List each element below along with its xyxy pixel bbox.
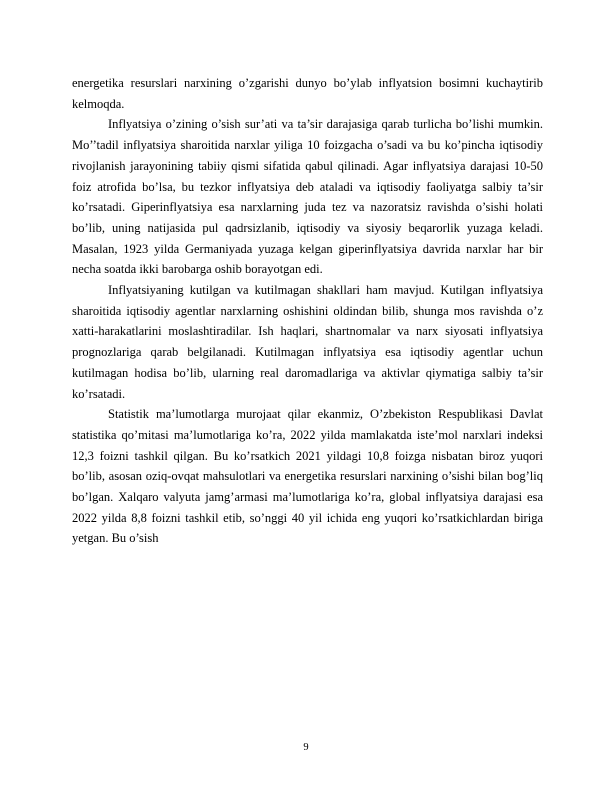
paragraph-1: energetika resurslari narxining o’zgarishi dunyo bo’ylab inflyatsion bosimni kuchaytirib kelmoqda. [72, 76, 543, 111]
paragraph-4: Statistik ma’lumotlarga murojaat qilar ekanmiz, O’zbekiston Respublikasi Davlat statistika qo’mitasi ma’lumotlariga ko’ra, 2022 yilda mamlakatda iste’mol narxlari indeksi 12,3 foizni tashkil qilgan. Bu ko’rsatkich 2021 yildagi 10,8 foizga nisbatan biroz yuqori bo’lib, asosan oziq-ovqat mahsulotlari va energetika resurslari narxining o’sishi bilan bog’liq bo’lgan. Xalqaro valyuta jamg’armasi ma’lumotlariga ko’ra, global inflyatsiya darajasi esa 2022 yilda 8,8 foizni tashkil etib, so’nggi 40 yil ichida eng yuqori ko’rsatkichlardan biriga yetgan. Bu o’sish [72, 407, 543, 546]
page-number: 9 [303, 742, 309, 753]
paragraph-3: Inflyatsiyaning kutilgan va kutilmagan shakllari ham mavjud. Kutilgan inflyatsiya sharoitida iqtisodiy agentlar narxlarning oshishini oldindan bilib, shunga mos ravishda o’z xatti-harakatlarini moslashtiradilar. Ish haqlari, shartnomalar va narx siyosati inflyatsiya prognozlariga qarab belgilanadi. Kutilmagan inflyatsiya esa iqtisodiy agentlar uchun kutilmagan hodisa bo’lib, ularning real daromadlariga va aktivlar qiymatiga salbiy ta’sir ko’rsatadi. [72, 283, 543, 401]
document-body [72, 73, 543, 549]
paragraph-2: Inflyatsiya o’zining o’sish sur’ati va ta’sir darajasiga qarab turlicha bo’lishi mumkin. Mo’’tadil inflyatsiya sharoitida narxlar yiliga 10 foizgacha o’sadi va bu ko’pincha iqtisodiy rivojlanish jarayonining tabiiy qismi sifatida qabul qilinadi. Agar inflyatsiya darajasi 10-50 foiz atrofida bo’lsa, bu tezkor inflyatsiya deb ataladi va iqtisodiy faoliyatga salbiy ta’sir ko’rsatadi. Giperinflyatsiya esa narxlarning juda tez va nazoratsiz ravishda o’sishi holati bo’lib, uning natijasida pul qadrsizlanib, iqtisodiy va siyosiy beqarorlik yuzaga keladi. Masalan, 1923 yilda Germaniyada yuzaga kelgan giperinflyatsiya davrida narxlar har bir necha soatda ikki barobarga oshib borayotgan edi. [72, 117, 543, 277]
